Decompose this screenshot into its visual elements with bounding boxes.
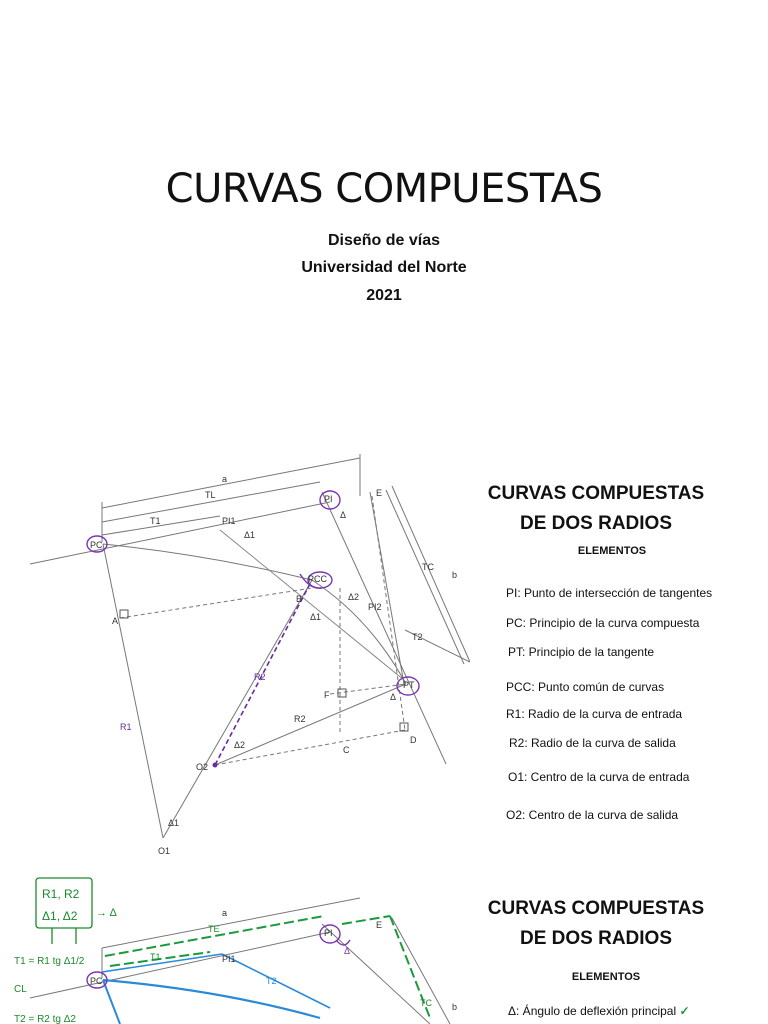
label-d1c: Δ1 [168,818,180,828]
label-delta: Δ [340,510,347,520]
label-delta-pt: Δ [390,692,397,702]
label-b: B [296,594,303,604]
list-item: PT: Principio de la tangente [508,645,655,659]
label-t2: T2 [412,632,423,642]
page-title: CURVAS COMPUESTAS [165,166,603,212]
label-d: D [410,735,417,745]
note-eq2: T2 = R2 tg Δ2 [14,1014,76,1024]
list-item: PC: Principio de la curva compuesta [506,616,700,630]
label-delta: Δ [344,946,351,956]
label-a: a [222,474,228,484]
label-pt: PT [403,680,415,690]
label-b-dim: b [452,570,458,580]
label-pi1: PI1 [222,954,236,964]
year: 2021 [366,287,402,304]
label-a: a [222,908,228,918]
list-item: PCC: Punto común de curvas [506,680,665,694]
label-pi: PI [324,494,333,504]
annotated-compound-curve-diagram [0,868,470,1024]
section-heading: CURVAS COMPUESTAS DE DOS RADIOS [487,483,705,534]
section-subheading: ELEMENTOS [577,545,647,557]
label-d2b: Δ2 [234,740,246,750]
list-item: O2: Centro de la curva de salida [506,808,679,822]
label-e: E [376,920,383,930]
label-r2b: R2 [294,714,306,724]
note-eq1: T1 = R1 tg Δ1/2 [14,956,85,967]
label-t1: T1 [150,516,161,526]
label-d2a: Δ2 [348,592,360,602]
check-icon: ✓ [679,1004,690,1018]
label-pc: PC [90,540,103,550]
label-t1: T1 [150,952,161,962]
label-r1: R1 [120,722,132,732]
label-r2: R2 [254,672,266,682]
label-pi2: PI2 [368,602,382,612]
label-pcc: PCC [308,574,328,584]
section-subheading-2: ELEMENTOS [571,971,641,983]
note-angles: Δ1, Δ2 [42,909,78,923]
label-o2: O2 [196,762,209,772]
list-item: PI: Punto de intersección de tangentes [506,586,713,600]
note-cl: CL [14,984,27,995]
section-heading-2: CURVAS COMPUESTAS DE DOS RADIOS [487,898,705,949]
label-tc: TC [422,562,434,572]
label-pi1: PI1 [222,516,236,526]
course-name: Diseño de vías [327,232,441,249]
list-item: O1: Centro de la curva de entrada [508,770,690,784]
label-t2: T2 [266,976,277,986]
note-radii: R1, R2 [42,887,80,901]
label-pc: PC [90,976,103,986]
list-item: R2: Radio de la curva de salida [509,736,676,750]
list-item: R1: Radio de la curva de entrada [506,707,683,721]
label-d1a: Δ1 [244,530,256,540]
label-te: TE [208,924,220,934]
label-d1b: Δ1 [310,612,322,622]
list-item: Δ: Ángulo de deflexión principal ✓ [508,1004,690,1018]
label-e: E [376,488,383,498]
label-a-point: A [112,616,119,626]
label-tc: TC [420,998,432,1008]
label-o1: O1 [158,846,171,856]
label-f: F [324,690,330,700]
note-delta-arrow: → Δ [96,907,117,919]
label-b: b [452,1002,458,1012]
university-name: Universidad del Norte [301,259,467,276]
compound-curve-diagram [0,440,470,880]
label-pi: PI [324,928,333,938]
label-c: C [343,745,350,755]
label-tl: TL [205,490,216,500]
